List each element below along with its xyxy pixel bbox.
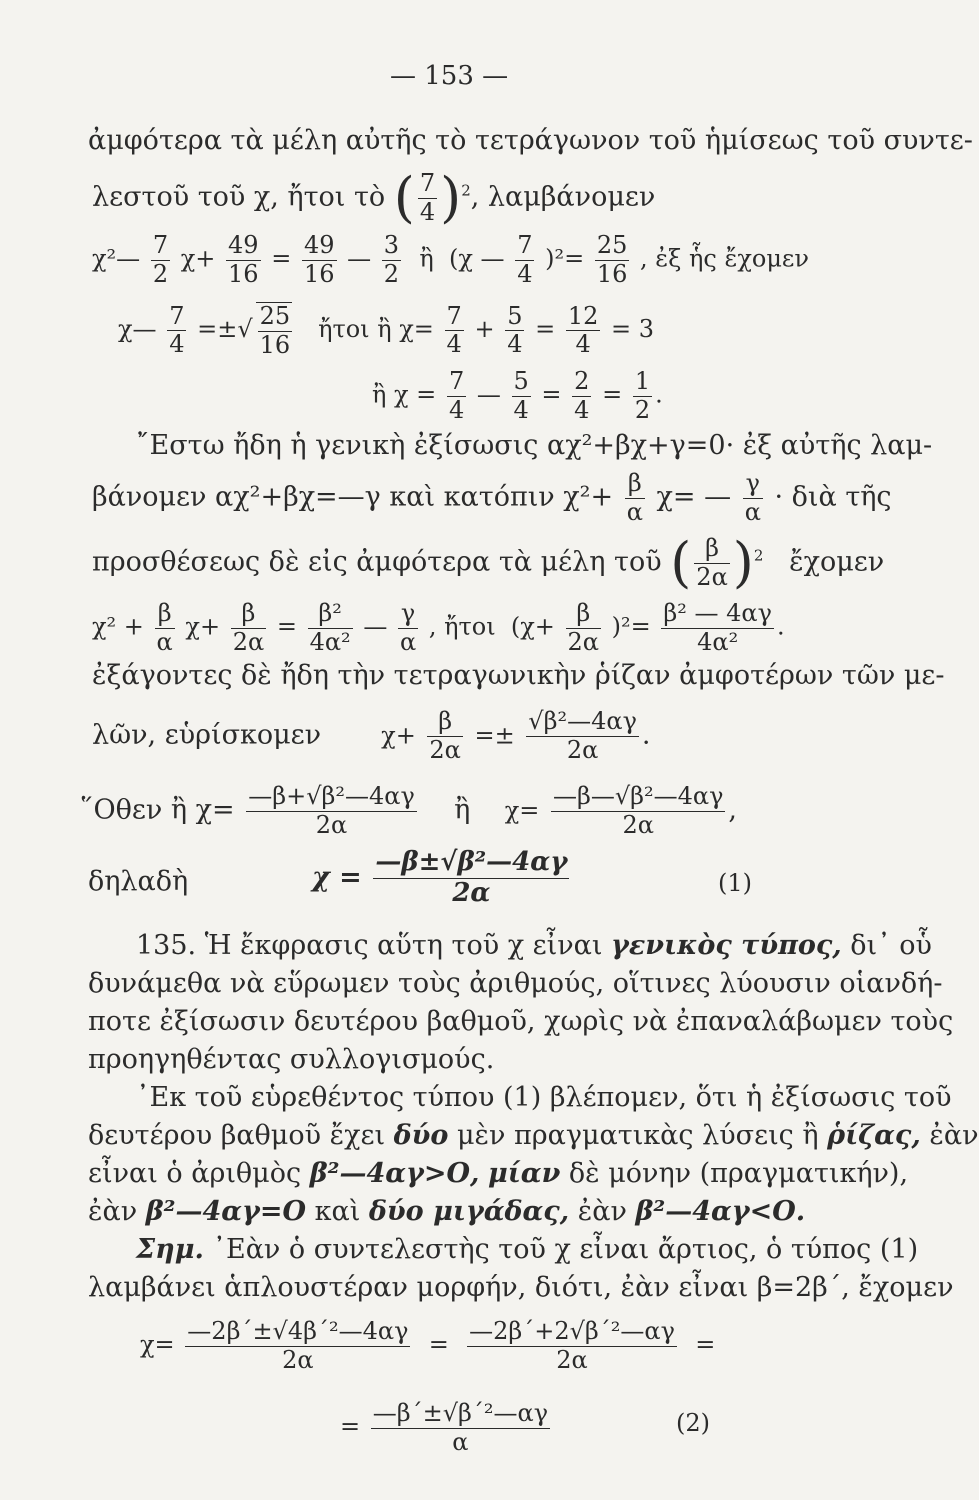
text-line: δευτέρου βαθμοῦ ἔχει δύο μὲν πραγματικὰς λύσεις ἢ ῥίζας, ἐὰν (88, 1120, 979, 1151)
equation: ῞Οθεν ἢ χ= $\frac{\text{—β+√β²—4αγ}}{2\alpha}$ ἢ χ= $\frac{\text{—β—√β²—4αγ}}{2\alpha}$ , (80, 782, 738, 839)
text-line: προσθέσεως δὲ εἰς ἀμφότερα τὰ μέλη τοῦ ( $\frac{\beta}{2\alpha}$ )$^2$ ἔχομεν (92, 531, 885, 595)
text-line: ἐξάγοντες δὲ ἤδη τὴν τετραγωνικὴν ῥίζαν ἀμφοτέρων τῶν με- (92, 660, 945, 691)
equation: δηλαδὴ (88, 866, 189, 897)
text-line: λῶν, εὑρίσκομεν χ+ $\frac{\beta}{2\alpha}$ =± $\frac{\text{√β²—4αγ}}{2\alpha}$ . (92, 707, 651, 764)
equation: χ²— $\frac{7}{2}$ χ+ $\frac{49}{16}$ = $\frac{49}{16}$ — $\frac{3}{2}$ ἢ (χ — $\frac{7}{4}$ )²= $\frac{25}{16}$ , ἐξ ἧς ἔχομεν (92, 231, 809, 288)
text-line: προηγηθέντας συλλογισμούς. (88, 1044, 495, 1075)
equation-number: (1) (718, 869, 752, 897)
text-line: δυνάμεθα νὰ εὕρωμεν τοὺς ἀριθμούς, οἵτινες λύουσιν οἱανδή- (88, 968, 943, 999)
text-line: Σημ. ᾽Εὰν ὁ συντελεστὴς τοῦ χ εἶναι ἄρτιος, ὁ τύπος (1) (136, 1234, 919, 1265)
text-line: ῎Εστω ἤδη ἡ γενικὴ ἐξίσωσις αχ²+βχ+γ=0· ἐξ αὐτῆς λαμ- (136, 430, 933, 461)
text-line: 135. Ἡ ἔκφρασις αὕτη τοῦ χ εἶναι γενικὸς τύπος, δι᾽ οὗ (136, 930, 932, 961)
text-line: ἐὰν β²—4αγ=Ο καὶ δύο μιγάδας, ἐὰν β²—4αγ<Ο. (88, 1196, 806, 1227)
fraction: $\frac{7}{4}$ (419, 169, 436, 226)
equation: χ² + $\frac{\beta}{\alpha}$ χ+ $\frac{\beta}{2\alpha}$ = $\frac{\text{β²}}{\text{4α²}}$ — $\frac{\gamma}{\alpha}$ , ἤτοι (χ+ $\frac{\beta}{2\alpha}$ )²= $\frac{\text{β² — 4αγ}}{\text{4α²}}$ . (92, 599, 785, 656)
text-line: λεστοῦ τοῦ χ, ἤτοι τὸ ( $\frac{7}{4}$ )$^2$, λαμβάνομεν (92, 166, 656, 230)
text-line: εἶναι ὁ ἀριθμὸς β²—4αγ>Ο, μίαν δὲ μόνην (πραγματικήν), (88, 1158, 909, 1189)
equation: = $\frac{\text{—β΄±√β΄²—αγ}}{\alpha}$ (340, 1399, 549, 1456)
equation: χ— $\frac{7}{4}$ =±√ $\frac{25}{16}$ ἤτοι ἢ χ= $\frac{7}{4}$ + $\frac{5}{4}$ = $\frac{12}{4}$ = 3 (118, 301, 655, 359)
text-line: ἀμφότερα τὰ μέλη αὐτῆς τὸ τετράγωνον τοῦ ἡμίσεως τοῦ συντε- (88, 125, 973, 156)
equation: χ = $\frac{\text{—β±√β²—4αγ}}{2\alpha}$ (312, 847, 568, 908)
page-number: — 153 — (390, 61, 509, 91)
text-line: βάνομεν αχ²+βχ=—γ καὶ κατόπιν χ²+ $\frac{\beta}{\alpha}$ χ= — $\frac{\gamma}{\alpha}$ · διὰ τῆς (92, 469, 892, 526)
text-line: λαμβάνει ἁπλουστέραν μορφήν, διότι, ἐὰν εἶναι β=2β΄, ἔχομεν (88, 1272, 954, 1303)
text-line: ᾽Εκ τοῦ εὑρεθέντος τύπου (1) βλέπομεν, ὅτι ἡ ἐξίσωσις τοῦ (136, 1082, 952, 1113)
text-line: ποτε ἐξίσωσιν δευτέρου βαθμοῦ, χωρὶς νὰ ἐπαναλάβωμεν τοὺς (88, 1006, 954, 1037)
equation-number: (2) (676, 1409, 710, 1437)
equation: ἢ χ = $\frac{7}{4}$ — $\frac{5}{4}$ = $\frac{2}{4}$ = $\frac{1}{2}$ . (372, 367, 663, 424)
equation: χ= $\frac{\text{—2β΄±√4β΄²—4αγ}}{2\alpha}$ = $\frac{\text{—2β΄+2√β΄²—αγ}}{2\alpha}$ = (140, 1317, 716, 1374)
